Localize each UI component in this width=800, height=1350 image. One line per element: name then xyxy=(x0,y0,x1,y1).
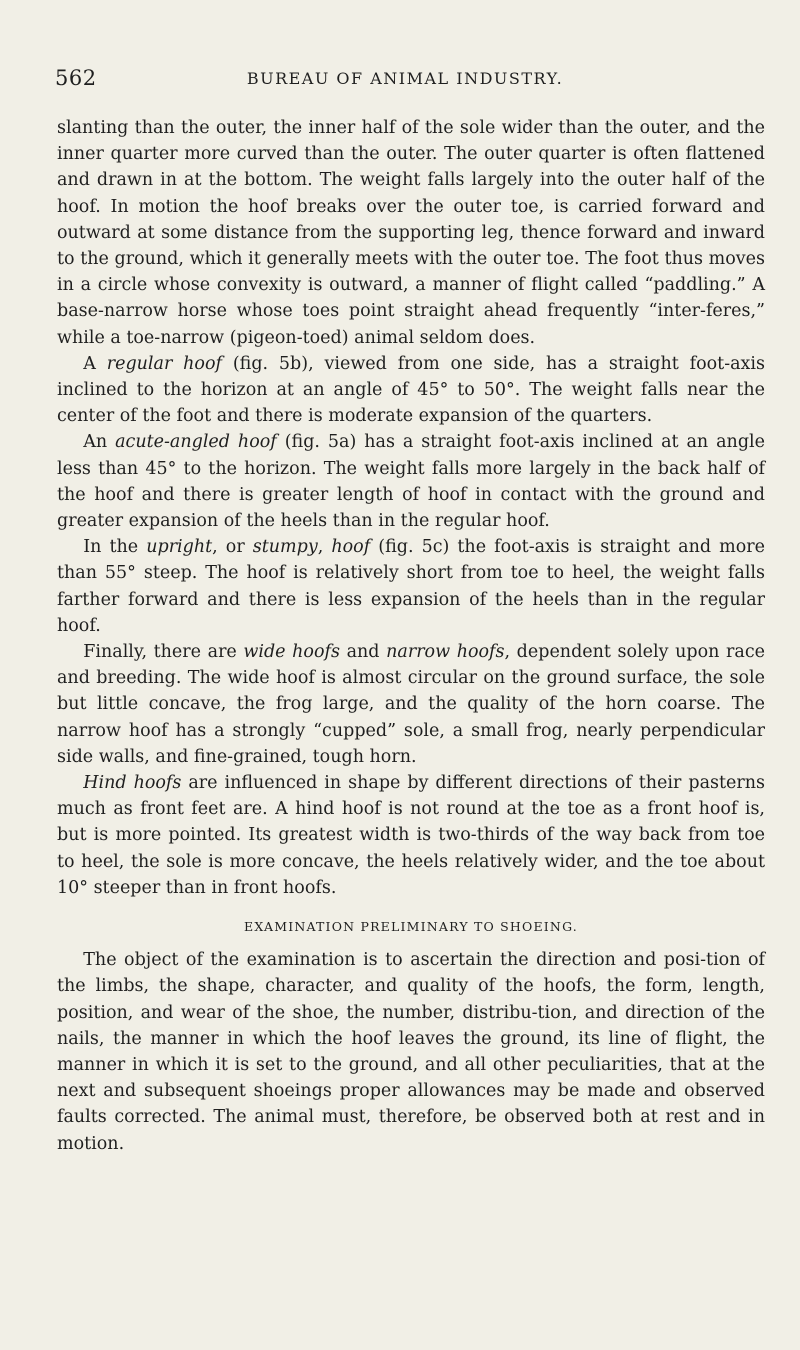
term-stumpy: stumpy xyxy=(252,537,318,558)
text-run: , dependent solely upon race and breeding. The wide hoof is almost circular on the ground surface, the sole but little concave, the frog large, and the quality of the horn coarse. The narrow hoof has a strongly “cupped” sole, a small frog, nearly perpendicular side walls, and fine-grained, tough horn. xyxy=(57,642,765,767)
paragraph-hind-hoofs xyxy=(57,770,765,901)
paragraph-acute-angled-hoof xyxy=(57,429,765,534)
paragraph-examination: The object of the examination is to ascertain the direction and posi-tion of the limbs, the shape, character, and quality of the hoofs, the form, length, position, and wear of the shoe, the number, distribu-tion, and direction of the nails, the manner in which the hoof leaves the ground, its line of flight, the manner in which it is set to the ground, and all other peculiarities, that at the next and subsequent shoeings proper allowances may be made and observed faults corrected. The animal must, therefore, be observed both at rest and in motion. xyxy=(57,950,765,1154)
section-heading: EXAMINATION PRELIMINARY TO SHOEING. xyxy=(244,919,578,935)
paragraph-continuation: slanting than the outer, the inner half of the sole wider than the outer, and the inner quarter more curved than the outer. The outer quarter is often flattened and drawn in at the bottom. The weight falls largely into the outer half of the hoof. In motion the hoof breaks over the outer toe, is carried forward and outward at some distance from the supporting leg, thence forward and inward to the ground, which it generally meets with the outer toe. The foot thus moves in a circle whose convexity is outward, a manner of flight called “paddling.” A base-narrow horse whose toes point straight ahead frequently “inter-feres,” while a toe-narrow (pigeon-toed) animal seldom does. xyxy=(57,118,765,348)
text-run: Finally, there are xyxy=(83,642,244,663)
text-run: (fig. 5a) has a straight foot-axis inclined at an angle less than 45° to the horizon. The weight falls more largely in the back half of the hoof and there is greater length of hoof in contact with the ground and greater expansion of the heels than in the regular hoof. xyxy=(57,432,765,532)
text-run: In the xyxy=(83,537,147,558)
text-run: and xyxy=(339,642,387,663)
term-wide-hoofs: wide hoofs xyxy=(243,642,340,663)
text-run: (fig. 5c) the foot-axis is straight and more than 55° steep. The hoof is relatively short from toe to heel, the weight falls farther forward and there is less expansion of the heels than in the regular hoof. xyxy=(57,537,765,636)
term-regular-hoof: regular hoof xyxy=(106,353,222,374)
page-header xyxy=(55,66,755,96)
text-run: An xyxy=(83,432,116,453)
paragraph-regular-hoof xyxy=(57,351,765,430)
body-text xyxy=(57,115,765,1157)
paragraph-wide-narrow-hoofs xyxy=(57,639,765,770)
text-run: are influenced in shape by different directions of their pasterns much as front feet are. A hind hoof is not round at the toe as a front hoof is, but is more pointed. Its greatest width is two-thirds of the way back from toe to heel, the sole is more concave, the heels relatively wider, and the toe about 10° steeper than in front hoofs. xyxy=(57,773,765,898)
paragraph-upright-hoof xyxy=(57,534,765,639)
term-upright: upright xyxy=(146,537,213,558)
page-number: 562 xyxy=(55,66,97,90)
running-title: BUREAU OF ANIMAL INDUSTRY. xyxy=(246,69,564,88)
text-run: A xyxy=(83,353,107,374)
text-run: , xyxy=(317,537,332,558)
term-acute-angled-hoof: acute-angled hoof xyxy=(115,432,277,453)
text-run: (fig. 5b), viewed from one side, has a straight foot-axis inclined to the horizon at an angle of 45° to 50°. The weight falls near the center of the foot and there is moderate expansion of the quarters. xyxy=(57,353,765,427)
term-narrow-hoofs: narrow hoofs xyxy=(386,642,505,663)
term-hind-hoofs: Hind hoofs xyxy=(83,773,182,794)
text-run: , or xyxy=(212,537,253,558)
term-hoof: hoof xyxy=(331,537,371,558)
